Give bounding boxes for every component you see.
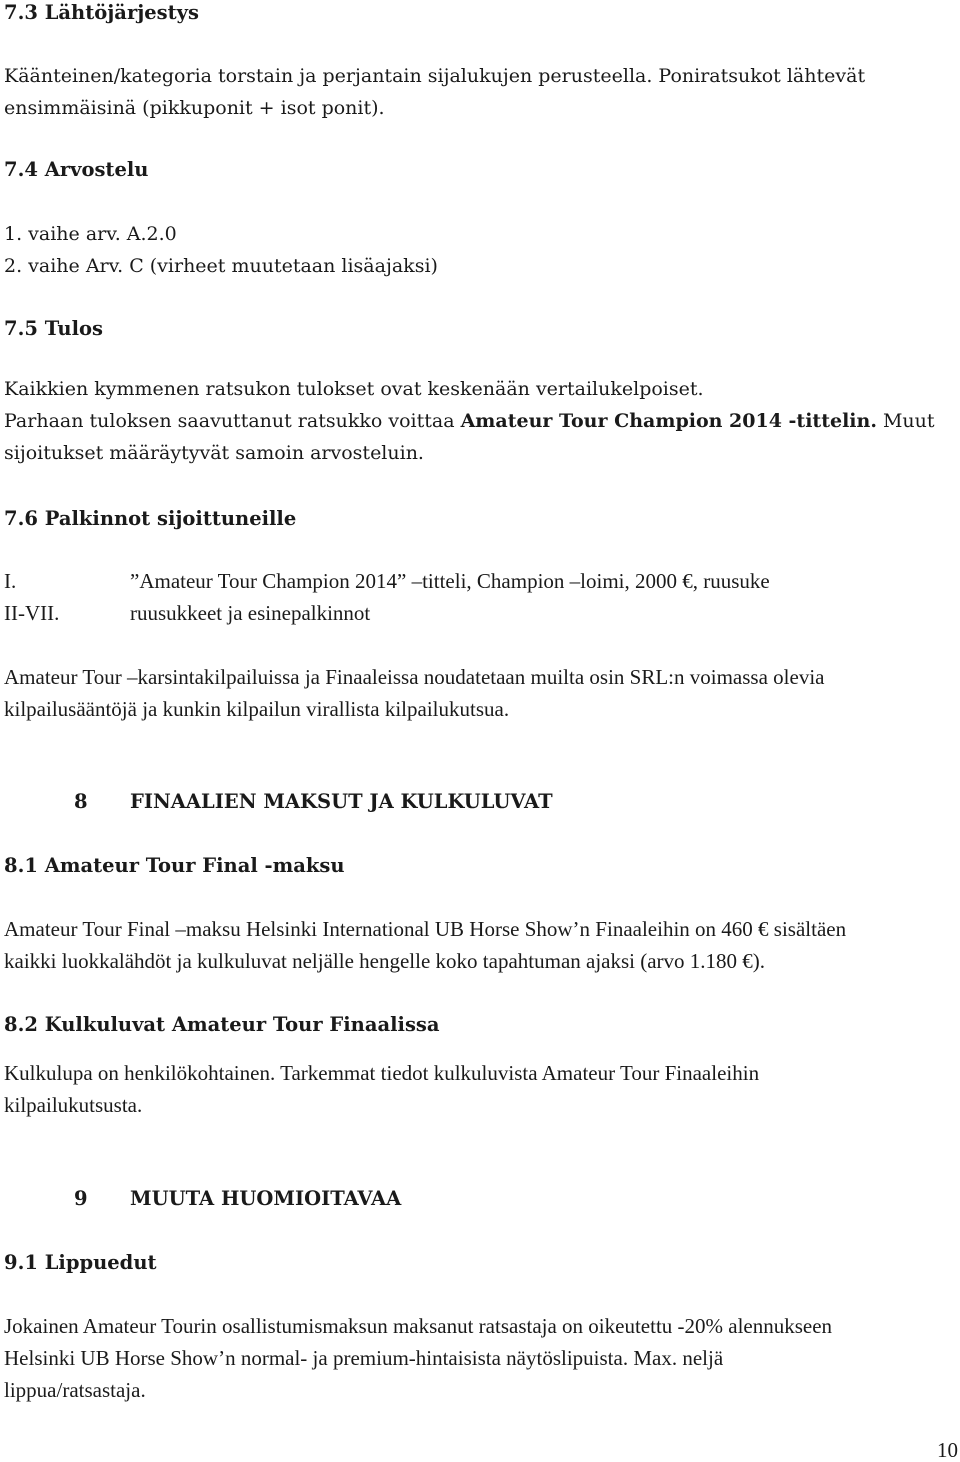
text-line: Amateur Tour Final –maksu Helsinki International UB Horse Show’n Finaaleihin on 460 € sisältäen xyxy=(4,917,847,941)
heading-7-4: 7.4 Arvostelu xyxy=(4,158,149,181)
text-line: kilpailusääntöjä ja kunkin kilpailun virallista kilpailukutsua. xyxy=(4,697,510,721)
text-line: Kaikkien kymmenen ratsukon tulokset ovat keskenään vertailukelpoiset. xyxy=(4,378,704,400)
paragraph-7-5 xyxy=(4,373,935,469)
section-8-number: 8 xyxy=(74,790,88,813)
text-line xyxy=(4,405,935,437)
bold-title-text: Amateur Tour Champion 2014 -tittelin. xyxy=(460,410,877,432)
text-line: Amateur Tour –karsintakilpailuissa ja Finaaleissa noudatetaan muilta osin SRL:n voimassa olevia xyxy=(4,665,825,689)
paragraph-8-2 xyxy=(4,1057,759,1121)
heading-7-6: 7.6 Palkinnot sijoittuneille xyxy=(4,507,297,530)
paragraph-rules xyxy=(4,661,824,725)
prize-text: ruusukkeet ja esinepalkinnot xyxy=(130,601,371,625)
prize-rank: I. xyxy=(4,569,17,593)
text-line: Jokainen Amateur Tourin osallistumismaksun maksanut ratsastaja on oikeutettu -20% alennukseen xyxy=(4,1314,833,1338)
text-span: Muut xyxy=(876,410,935,432)
prize-text: ”Amateur Tour Champion 2014” –titteli, Champion –loimi, 2000 €, ruusuke xyxy=(130,569,770,593)
paragraph-7-4 xyxy=(4,218,438,282)
text-line: Kulkulupa on henkilökohtainen. Tarkemmat tiedot kulkuluvista Amateur Tour Finaaleihin xyxy=(4,1061,760,1085)
section-9-title: MUUTA HUOMIOITAVAA xyxy=(130,1187,402,1210)
text-line: 1. vaihe arv. A.2.0 xyxy=(4,223,177,245)
text-line: kilpailukutsusta. xyxy=(4,1093,143,1117)
paragraph-9-1 xyxy=(4,1310,832,1406)
heading-7-3: 7.3 Lähtöjärjestys xyxy=(4,1,199,24)
section-9-number: 9 xyxy=(74,1187,88,1210)
heading-8-1: 8.1 Amateur Tour Final -maksu xyxy=(4,854,345,877)
text-line: Käänteinen/kategoria torstain ja perjantain sijalukujen perusteella. Poniratsukot lähtevät xyxy=(4,65,866,87)
prize-row xyxy=(4,597,770,629)
text-line: 2. vaihe Arv. C (virheet muutetaan lisäajaksi) xyxy=(4,255,438,277)
text-line: ensimmäisinä (pikkuponit + isot ponit). xyxy=(4,97,385,119)
prize-list xyxy=(4,565,770,629)
prize-rank: II-VII. xyxy=(4,601,60,625)
text-line: kaikki luokkalähdöt ja kulkuluvat neljälle hengelle koko tapahtuman ajaksi (arvo 1.180 €). xyxy=(4,949,766,973)
page-number: 10 xyxy=(937,1438,958,1462)
text-line: Helsinki UB Horse Show’n normal- ja premium-hintaisista näytöslipuista. Max. neljä xyxy=(4,1346,724,1370)
paragraph-7-3 xyxy=(4,60,865,124)
heading-8-2: 8.2 Kulkuluvat Amateur Tour Finaalissa xyxy=(4,1013,440,1036)
paragraph-8-1 xyxy=(4,913,846,977)
section-8-title: FINAALIEN MAKSUT JA KULKULUVAT xyxy=(130,790,553,813)
heading-7-5: 7.5 Tulos xyxy=(4,317,104,340)
text-span: Parhaan tuloksen saavuttanut ratsukko voittaa xyxy=(4,410,461,432)
heading-9-1: 9.1 Lippuedut xyxy=(4,1251,157,1274)
prize-row xyxy=(4,565,770,597)
text-line: lippua/ratsastaja. xyxy=(4,1378,146,1402)
text-line: sijoitukset määräytyvät samoin arvosteluin. xyxy=(4,442,424,464)
